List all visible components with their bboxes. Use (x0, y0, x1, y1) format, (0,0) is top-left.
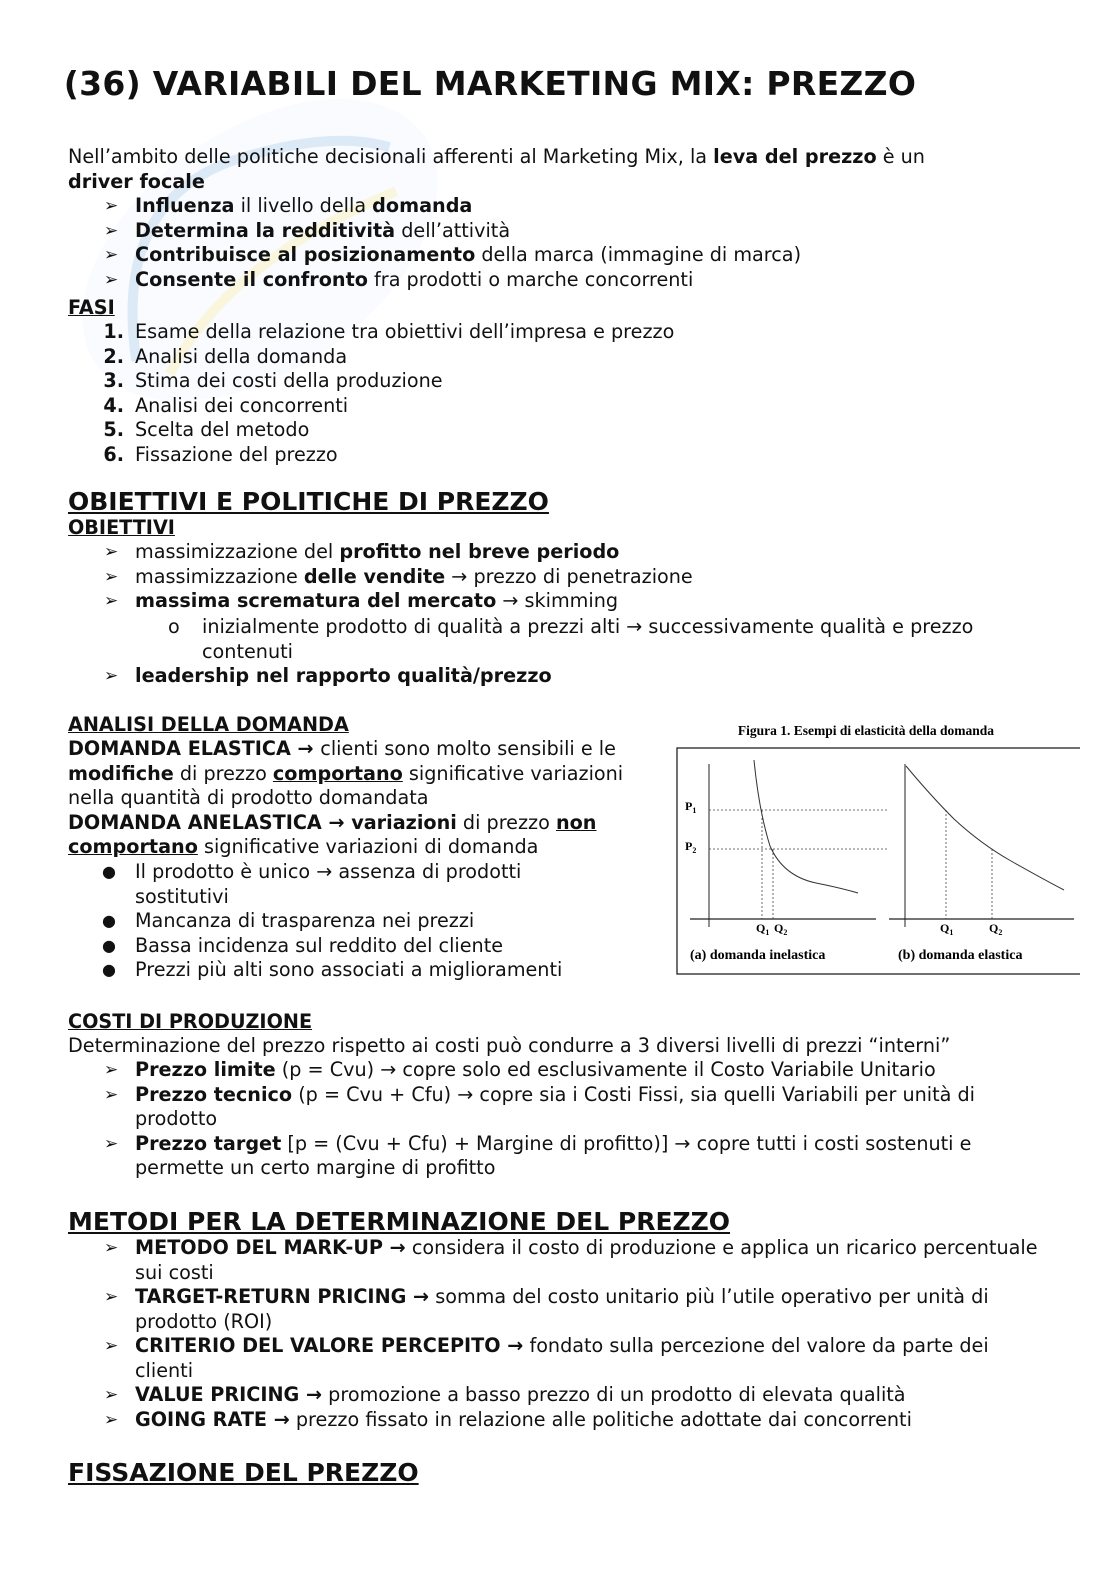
obiettivi-list-2 (68, 664, 1048, 689)
dot-bullet-icon: ● (102, 911, 116, 930)
list-item: ➢ Prezzo target [p = (Cvu + Cfu) + Margine di profitto)] → copre tutti i costi sostenuti e permette un certo margine di profitto (104, 1131, 972, 1179)
list-item: 4. Analisi dei concorrenti (103, 393, 349, 417)
obiettivi-list (68, 540, 1048, 614)
domanda-bullets (68, 860, 608, 983)
arrow-bullet-icon: ➢ (104, 245, 119, 265)
list-item: ➢ Determina la redditività dell’attività (104, 218, 511, 242)
dot-bullet-icon: ● (102, 862, 116, 881)
intro-text: Nell’ambito delle politiche decisionali afferenti al Marketing Mix, la (68, 145, 714, 168)
arrow-bullet-icon: ➢ (104, 591, 119, 611)
arrow-bullet-icon: ➢ (104, 1084, 119, 1105)
section-heading-fissazione: FISSAZIONE DEL PREZZO (68, 1458, 419, 1487)
section-heading-metodi: METODI PER LA DETERMINAZIONE DEL PREZZO (68, 1207, 731, 1236)
page-title: (36) VARIABILI DEL MARKETING MIX: PREZZO (63, 64, 917, 103)
caption-b: (b) domanda elastica (898, 948, 1023, 963)
label-qb2: $Q_2$ (989, 921, 1003, 937)
dot-bullet-icon: ● (102, 935, 116, 955)
label-p2: $P_2$ (685, 839, 697, 855)
list-item: ➢ Prezzo limite (p = Cvu) → copre solo ed esclusivamente il Costo Variabile Unitario (104, 1058, 936, 1081)
list-item: ➢ massimizzazione delle vendite → prezzo di penetrazione (104, 564, 693, 588)
dot-bullet-icon: ● (102, 960, 116, 979)
circle-bullet-icon: o (168, 615, 180, 638)
arrow-bullet-icon: ➢ (104, 1409, 119, 1430)
list-item: ➢ METODO DEL MARK-UP → considera il costo di produzione e applica un ricarico percentuale sui costi (104, 1236, 1038, 1284)
demand-curve-elastic (906, 766, 1064, 890)
list-item: ➢ Influenza il livello della domanda (104, 194, 473, 217)
arrow-bullet-icon: ➢ (104, 1336, 119, 1356)
arrow-bullet-icon: ➢ (104, 566, 119, 587)
list-item: ➢ TARGET-RETURN PRICING → somma del costo unitario più l’utile operativo per unità di prodotto (ROI) (104, 1285, 989, 1333)
arrow-bullet-icon: ➢ (104, 542, 119, 562)
list-item: 2. Analisi della domanda (103, 344, 348, 368)
domanda-heading: ANALISI DELLA DOMANDA (68, 713, 349, 736)
list-item: ➢ massima scrematura del mercato → skimming (104, 589, 619, 612)
costi-intro: Determinazione del prezzo rispetto ai costi può condurre a 3 diversi livelli di prezzi “interni” (68, 1034, 951, 1057)
elasticity-figure (676, 716, 1080, 976)
arrow-bullet-icon: ➢ (104, 220, 119, 241)
intro-text-2: è un (876, 145, 925, 168)
label-qb1: $Q_1$ (940, 921, 954, 937)
list-item: ● Il prodotto è unico → assenza di prodotti sostitutivi (102, 860, 522, 908)
arrow-bullet-icon: ➢ (104, 1287, 119, 1307)
domanda-paragraph: DOMANDA ELASTICA → clienti sono molto sensibili e le modifiche di prezzo comportano significative variazioni nella quantità di prodotto domandata DOMANDA ANELASTICA → variazioni di prezzo non comportano significative variazioni di domanda (68, 737, 624, 858)
list-item: 1. Esame della relazione tra obiettivi dell’impresa e prezzo (103, 320, 675, 343)
obiettivi-sublist (68, 615, 1048, 664)
list-item: ➢ massimizzazione del profitto nel breve periodo (104, 540, 620, 563)
list-item: ● Bassa incidenza sul reddito del cliente (102, 933, 504, 957)
arrow-bullet-icon: ➢ (104, 1133, 119, 1154)
arrow-bullet-icon: ➢ (104, 269, 119, 290)
list-item: ➢ Contribuisce al posizionamento della marca (immagine di marca) (104, 243, 802, 266)
metodi-list (68, 1236, 1043, 1432)
list-item: o inizialmente prodotto di qualità a prezzi alti → successivamente qualità e prezzo contenuti (168, 615, 974, 663)
driver-list (68, 194, 1048, 292)
demand-curve-inelastic (754, 760, 858, 893)
list-item: ➢ GOING RATE → prezzo fissato in relazione alle politiche adottate dai concorrenti (104, 1407, 912, 1431)
fasi-heading: FASI (68, 296, 115, 319)
list-item: ➢ leadership nel rapporto qualità/prezzo (104, 664, 552, 687)
figure-title: Figura 1. Esempi di elasticità della domanda (737, 723, 995, 738)
list-item: ● Prezzi più alti sono associati a miglioramenti (102, 958, 563, 981)
arrow-bullet-icon: ➢ (104, 666, 119, 686)
costi-heading: COSTI DI PRODUZIONE (68, 1010, 313, 1033)
list-item: 5. Scelta del metodo (103, 418, 310, 441)
list-item: 6. Fissazione del prezzo (103, 442, 338, 466)
list-item: ➢ CRITERIO DEL VALORE PERCEPITO → fondato sulla percezione del valore da parte dei clienti (104, 1334, 989, 1382)
arrow-bullet-icon: ➢ (104, 1385, 119, 1405)
list-item: ➢ Consente il confronto fra prodotti o marche concorrenti (104, 267, 694, 291)
obiettivi-subheading: OBIETTIVI (68, 516, 175, 539)
label-p1: $P_1$ (685, 799, 697, 815)
costi-list (68, 1058, 1043, 1181)
list-item: 3. Stima dei costi della produzione (103, 369, 443, 392)
arrow-bullet-icon: ➢ (104, 1238, 119, 1258)
list-item: ● Mancanza di trasparenza nei prezzi (102, 909, 475, 932)
label-qa1: $Q_1$ (756, 921, 770, 937)
intro-bold-driver: driver focale (68, 169, 205, 193)
section-heading-obiettivi: OBIETTIVI E POLITICHE DI PREZZO (68, 487, 549, 516)
arrow-bullet-icon: ➢ (104, 196, 119, 216)
caption-a: (a) domanda inelastica (690, 948, 826, 963)
label-qa2: $Q_2$ (774, 921, 788, 937)
list-item: ➢ VALUE PRICING → promozione a basso prezzo di un prodotto di elevata qualità (104, 1383, 906, 1406)
list-item: ➢ Prezzo tecnico (p = Cvu + Cfu) → copre sia i Costi Fissi, sia quelli Variabili per unità di prodotto (104, 1082, 976, 1130)
intro-paragraph (68, 145, 1048, 194)
figure-frame (677, 748, 1080, 974)
intro-bold-lever: leva del prezzo (713, 145, 877, 168)
fasi-list (68, 320, 1048, 467)
arrow-bullet-icon: ➢ (104, 1060, 119, 1080)
